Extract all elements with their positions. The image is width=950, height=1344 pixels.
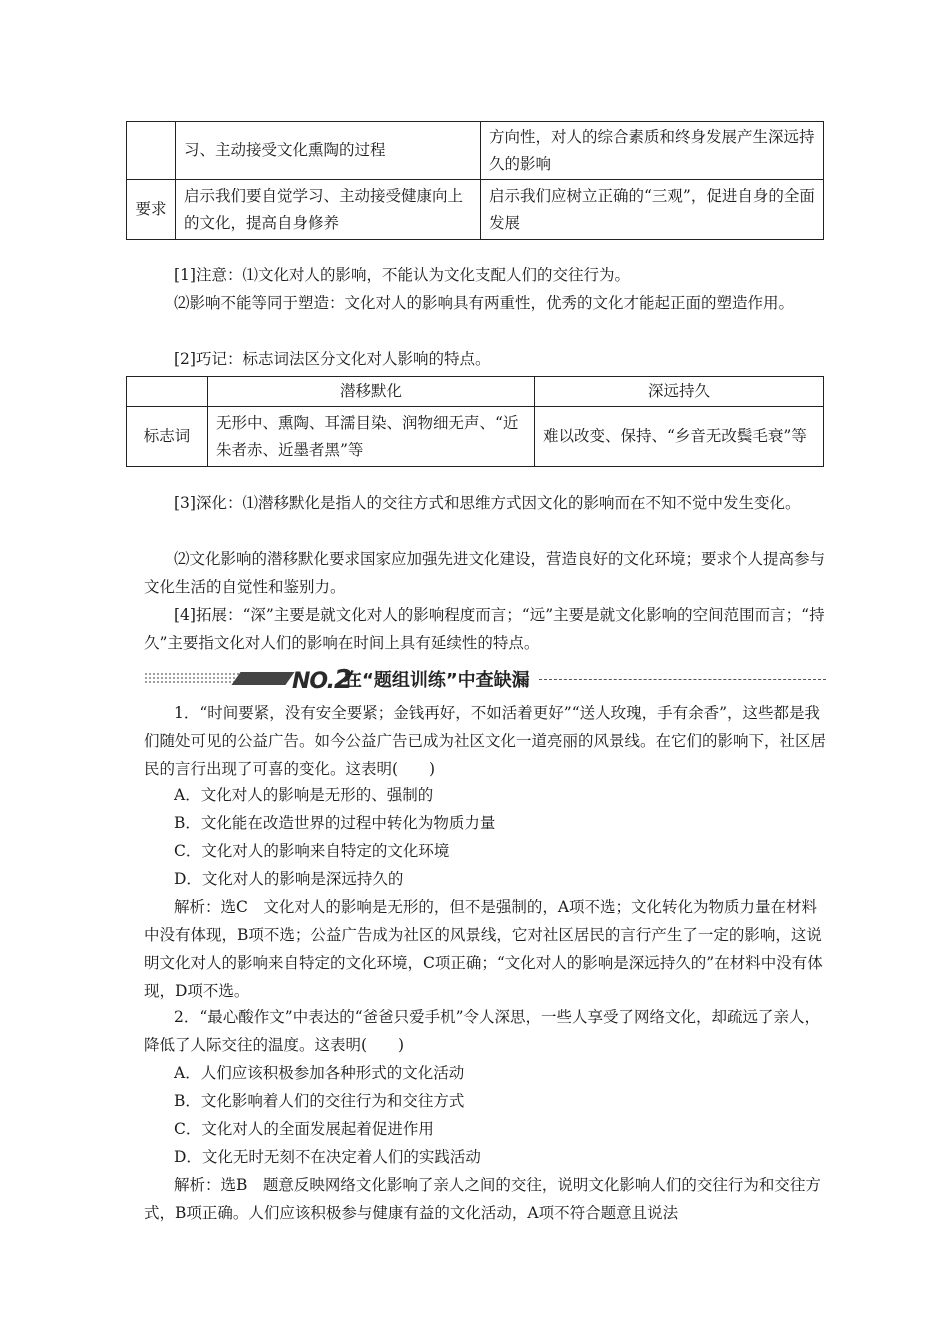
note-1b: ⑵影响不能等同于塑造：文化对人的影响具有两重性，优秀的文化才能起正面的塑造作用。: [174, 294, 795, 312]
q1-analysis: 解析：选C 文化对人的影响是无形的，但不是强制的，A项不选；文化转化为物质力量在材料中没有体现，B项不选；公益广告成为社区的风景线，它对社区居民的言行产生了一定的影响，这说明文化对人的影响来自特定的文化环境，C项正确；“文化对人的影响是深远持久的”在材料中没有体现，D项不选。: [144, 898, 823, 1000]
banner-dot-pattern: [144, 672, 240, 684]
note-3a: [3]深化：⑴潜移默化是指人的交往方式和思维方式因文化的影响而在不知不觉中发生变化。: [174, 494, 801, 512]
banner-slash-icon: [231, 672, 294, 685]
note-3b: ⑵文化影响的潜移默化要求国家应加强先进文化建设，营造良好的文化环境；要求个人提高参与文化生活的自觉性和鉴别力。: [144, 550, 826, 596]
q1-option-a: A．文化对人的影响是无形的、强制的: [174, 786, 434, 804]
q1-option-d: D．文化对人的影响是深远持久的: [174, 870, 404, 888]
banner-dashed-rule: [539, 679, 826, 680]
table2-cell-2: 难以改变、保持、“乡音无改鬓毛衰”等: [535, 407, 824, 467]
q2-option-a: A．人们应该积极参加各种形式的文化活动: [174, 1064, 465, 1082]
q2-option-d: D．文化无时无刻不在决定着人们的实践活动: [174, 1148, 481, 1166]
table2-cell-1: 无形中、熏陶、耳濡目染、润物细无声、“近朱者赤、近墨者黑”等: [208, 407, 535, 467]
q2-stem: 2．“最心酸作文”中表达的“爸爸只爱手机”令人深思，一些人享受了网络文化，却疏远了亲人，降低了人际交往的温度。这表明( ): [144, 1008, 821, 1054]
table1-row2-col1: 启示我们要自觉学习、主动接受健康向上的文化，提高自身修养: [176, 180, 481, 240]
q1-option-c: C．文化对人的影响来自特定的文化环境: [174, 842, 450, 860]
note-4: [4]拓展：“深”主要是就文化对人的影响程度而言；“远”主要是就文化影响的空间范围而言；“持久”主要指文化对人们的影响在时间上具有延续性的特点。: [144, 606, 825, 652]
note-2: [2]巧记：标志词法区分文化对人影响的特点。: [174, 350, 491, 368]
table1-row1-col1: 习、主动接受文化熏陶的过程: [176, 122, 481, 180]
q2-analysis: 解析：选B 题意反映网络文化影响了亲人之间的交往，说明文化影响人们的交往行为和交往方式，B项正确。人们应该积极参与健康有益的文化活动，A项不符合题意且说法: [144, 1176, 821, 1222]
table1-row1-label: [127, 122, 176, 180]
comparison-table-continued: [126, 121, 824, 240]
table2-label: 标志词: [127, 407, 208, 467]
keyword-table: [126, 376, 824, 467]
banner-number: NO.2: [292, 665, 352, 695]
q2-option-c: C．文化对人的全面发展起着促进作用: [174, 1120, 434, 1138]
note-1a: [1]注意：⑴文化对人的影响，不能认为文化支配人们的交往行为。: [174, 266, 630, 284]
table1-row1-col2: 方向性，对人的综合素质和终身发展产生深远持久的影响: [481, 122, 824, 180]
table2-head-2: 深远持久: [535, 377, 824, 407]
table2-corner: [127, 377, 208, 407]
section-banner: [144, 664, 826, 694]
q1-stem: 1．“时间要紧，没有安全要紧；金钱再好，不如活着更好”“送人玫瑰，手有余香”，这些都是我们随处可见的公益广告。如今公益广告已成为社区文化一道亮丽的风景线。在它们的影响下，社区居民的言行出现了可喜的变化。这表明( ): [144, 704, 827, 778]
q1-option-b: B．文化能在改造世界的过程中转化为物质力量: [174, 814, 496, 832]
q2-option-b: B．文化影响着人们的交往行为和交往方式: [174, 1092, 465, 1110]
banner-title: 在“题组训练”中查缺漏: [344, 670, 530, 691]
table1-row2-label: 要求: [127, 180, 176, 240]
table2-head-1: 潜移默化: [208, 377, 535, 407]
table1-row2-col2: 启示我们应树立正确的“三观”，促进自身的全面发展: [481, 180, 824, 240]
